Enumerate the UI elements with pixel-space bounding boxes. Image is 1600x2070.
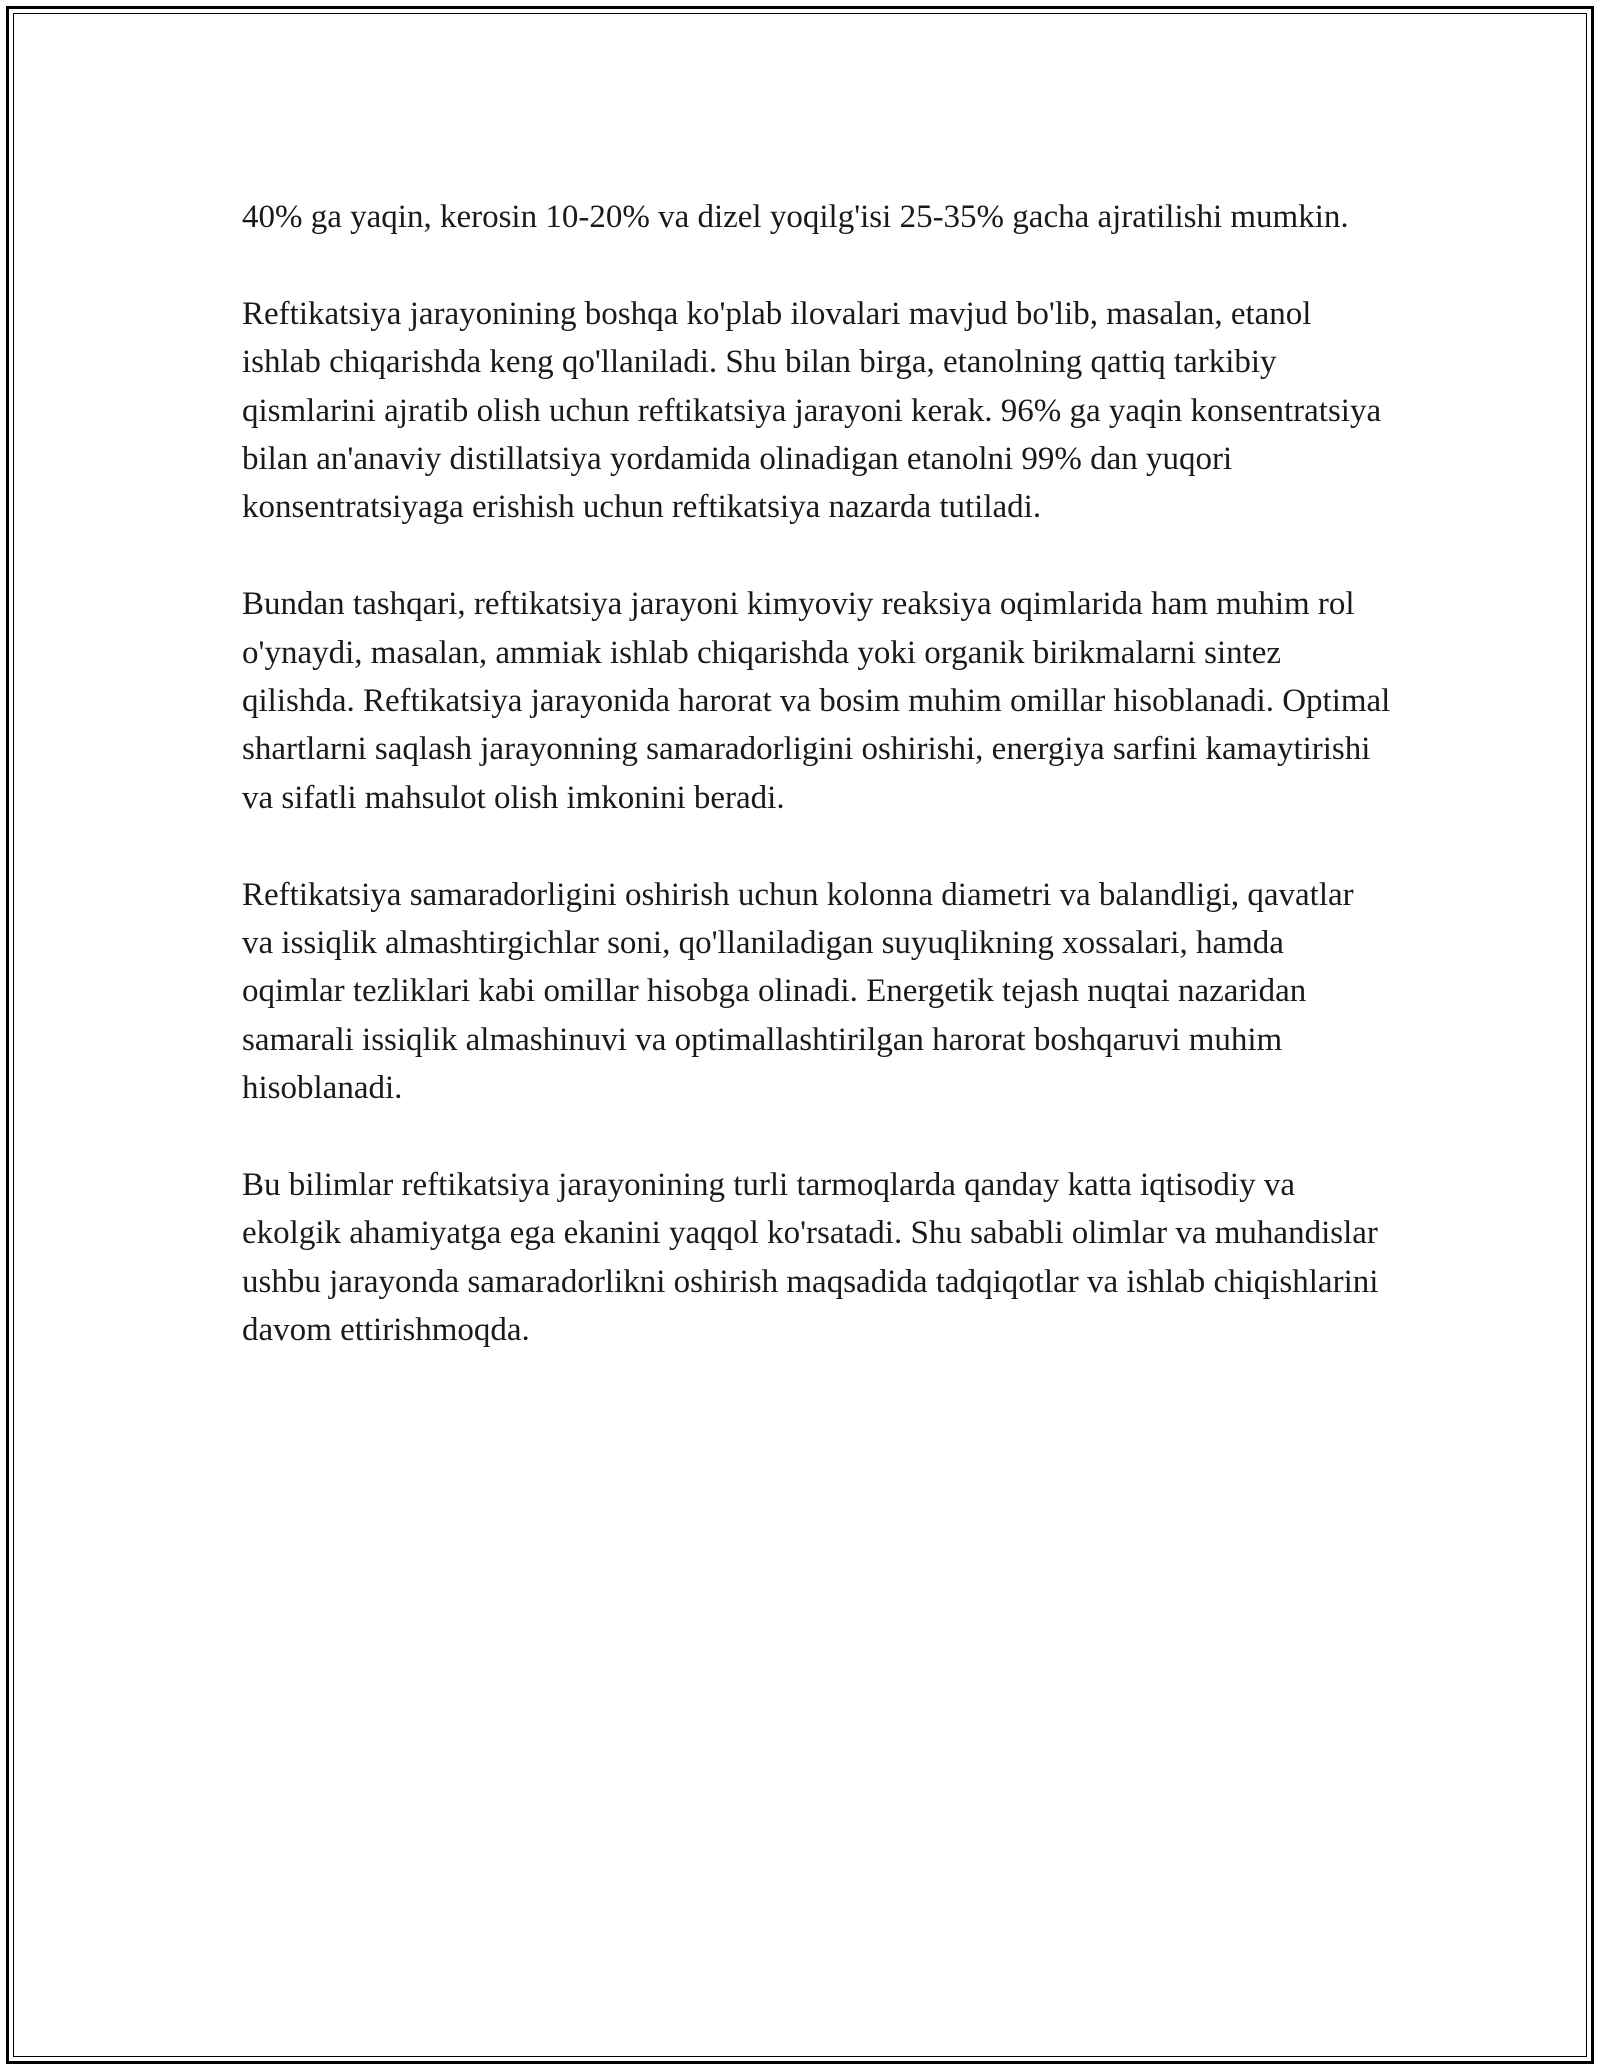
paragraph-2: Reftikatsiya jarayonining boshqa ko'plab ilovalari mavjud bo'lib, masalan, etanol ishlab chiqarishda keng qo'llaniladi. Shu bilan birga, etanolning qattiq tarkibiy qismlarini ajratib olish uchun reftikatsiya jarayoni kerak. 96% ga yaqin konsentratsiya bilan an'anaviy distillatsiya yordamida olinadigan etanolni 99% dan yuqori konsentratsiyaga erishish uchun reftikatsiya nazarda tutiladi. [242,295,1382,526]
page-border-outer [6,6,1594,2064]
page-border-inner [13,13,1587,2057]
paragraph-5: Bu bilimlar reftikatsiya jarayonining turli tarmoqlarda qanday katta iqtisodiy va ekolgik ahamiyatga ega ekanini yaqqol ko'rsatadi. Shu sababli olimlar va muhandislar ushbu jarayonda samaradorlikni oshirish maqsadida tadqiqotlar va ishlab chiqishlarini davom ettirishmoqda. [242,1167,1379,1349]
paragraph-1: 40% ga yaqin, kerosin 10-20% va dizel yoqilg'isi 25-35% gacha ajratilishi mumkin. [242,199,1349,235]
paragraph-4: Reftikatsiya samaradorligini oshirish uchun kolonna diametri va balandligi, qavatlar va issiqlik almashtirgichlar soni, qo'llaniladigan suyuqlikning xossalari, hamda oqimlar tezliklari kabi omillar hisobga olinadi. Energetik tejash nuqtai nazaridan samarali issiqlik almashinuvi va optimallashtirilgan harorat boshqaruvi muhim hisoblanadi. [242,876,1354,1107]
document-body [242,193,1392,1355]
paragraph-3: Bundan tashqari, reftikatsiya jarayoni kimyoviy reaksiya oqimlarida ham muhim rol o'ynaydi, masalan, ammiak ishlab chiqarishda yoki organik birikmalarni sintez qilishda. Reftikatsiya jarayonida harorat va bosim muhim omillar hisoblanadi. Optimal shartlarni saqlash jarayonning samaradorligini oshirishi, energiya sarfini kamaytirishi va sifatli mahsulot olish imkonini beradi. [242,586,1391,816]
